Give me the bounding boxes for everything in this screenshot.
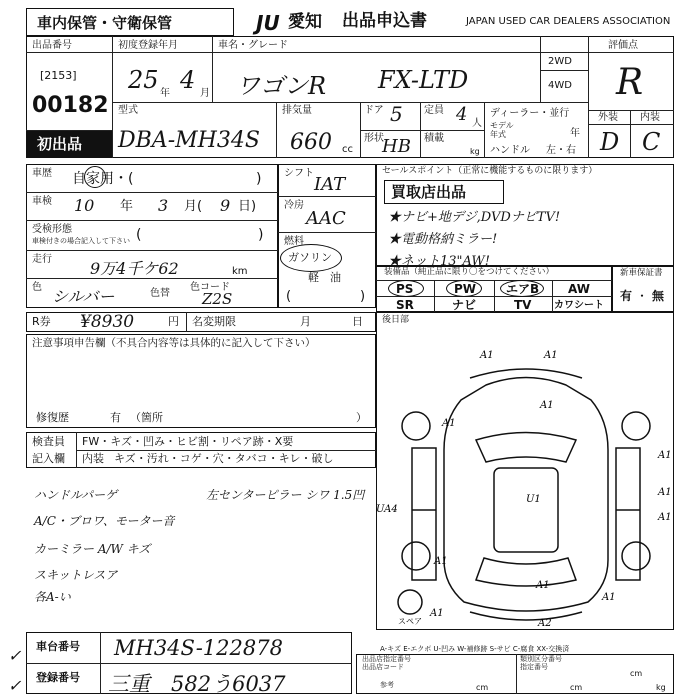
- ac-value: AAC: [306, 208, 346, 229]
- inspection-year-unit: 年: [120, 199, 134, 214]
- diagram-legend: A-キズ E-エクボ U-凹み W-補修跡 S-サビ C-腐食 XX-交換済: [380, 645, 570, 653]
- warranty-yes: 有: [620, 289, 633, 303]
- repair-close: ）: [356, 411, 367, 424]
- fuel-open: (: [286, 289, 292, 304]
- recycle-unit: 円: [168, 315, 179, 328]
- diagram-label-ua4: UA4: [376, 504, 398, 515]
- diagram-label-a1-rearright: A1: [602, 592, 616, 603]
- inspector-row-2: キズ・汚れ・コゲ・穴・タバコ・キレ・破し: [114, 452, 334, 465]
- spare-label: スペア: [398, 617, 422, 626]
- mileage-unit: km: [232, 266, 248, 277]
- inspector-row-1: FW・キズ・凹み・ヒビ割・リペア跡・X要: [82, 435, 294, 448]
- load-label: 積載: [424, 133, 444, 144]
- shift-value: IAT: [314, 174, 346, 195]
- usage-label: 車歴: [32, 168, 52, 179]
- grade-label: 評価点: [608, 40, 638, 51]
- interior-label: 内装: [640, 112, 660, 123]
- warranty-label: 新車保証書: [620, 268, 663, 278]
- lot-number: 00182: [32, 93, 109, 118]
- diagram-label-a1-right3: A1: [658, 512, 672, 523]
- diagram-label-a1-right2: A1: [658, 487, 672, 498]
- mileage-value: 9万4千ケ62: [90, 259, 179, 278]
- model-value: DBA-MH34S: [118, 128, 260, 153]
- bottom-label-c: 参考: [380, 681, 394, 689]
- usage-close: ): [256, 171, 262, 187]
- sales-point-line-3: ★ネット13"AW!: [388, 254, 490, 269]
- plate-value: 三重 582う6037: [108, 672, 286, 696]
- bottom-unit-cm-3: cm: [630, 669, 643, 678]
- displacement-label: 排気量: [282, 105, 312, 116]
- recycle-label: R券: [32, 315, 51, 328]
- car-grade: FX-LTD: [378, 66, 469, 94]
- wheel-front-left: [402, 412, 430, 440]
- logo-mark: JU: [256, 11, 280, 35]
- receive-form-note: 車検付きの場合記入して下さい: [32, 237, 130, 245]
- left-side: [412, 448, 436, 580]
- roof: [494, 468, 558, 552]
- capacity-label: 定員: [424, 105, 444, 116]
- drive-2wd: 2WD: [548, 56, 572, 67]
- ac-label: 冷房: [284, 200, 304, 211]
- model-year-unit: 年: [570, 128, 580, 139]
- diagram-label-a1-top: A1: [480, 350, 494, 361]
- fuel-label: 燃料: [284, 236, 304, 247]
- grade-value: R: [616, 62, 644, 103]
- inspector-note-4: スキットレスア: [34, 568, 118, 582]
- wheel-rear-right: [622, 542, 650, 570]
- back-label: 後日部: [382, 315, 410, 325]
- storage-tag: [26, 8, 234, 36]
- repair-history-label: 修復歴: [36, 411, 69, 424]
- check-mark-1: ✓: [8, 646, 22, 665]
- receive-form-close: ): [258, 227, 264, 243]
- displacement-unit: cc: [342, 144, 353, 155]
- inspector-label-2: 記入欄: [32, 452, 65, 465]
- registration-year-unit: 年: [160, 88, 170, 99]
- diagram-label-a1-rear: A1: [536, 580, 550, 591]
- interior-grade: C: [642, 128, 661, 156]
- diagram-label-u1-roof: U1: [526, 494, 541, 505]
- capacity-unit: 人: [472, 118, 482, 129]
- wheel-front-right: [622, 412, 650, 440]
- buyer-badge-text: 買取店出品: [391, 183, 467, 201]
- diagram-label-a1-left: A1: [442, 418, 456, 429]
- repair-history-value: 有: [110, 411, 121, 424]
- buyer-badge: [384, 180, 504, 204]
- handle-options: 左・右: [546, 145, 576, 156]
- spare-tire: [398, 590, 422, 614]
- color-tone-label: 色替: [150, 288, 170, 299]
- equip-airbag: エアB: [506, 282, 540, 296]
- warranty-no: 無: [652, 289, 665, 303]
- drive-4wd: 4WD: [548, 80, 572, 91]
- registration-year: 25: [128, 66, 159, 94]
- diagram-label-a1-bottomleft: A1: [430, 608, 444, 619]
- logo-text: 愛知: [288, 12, 322, 32]
- repair-place: （箇所: [130, 411, 163, 424]
- plate-label: 登録番号: [36, 671, 80, 684]
- sales-point-line-1: ★ナビ+地デジ,DVDナビTV!: [388, 210, 561, 225]
- usage-value: 自家用・(: [72, 171, 134, 187]
- bottom-unit-cm-1: cm: [476, 683, 489, 692]
- diagram-label-a1-right: A1: [658, 450, 672, 461]
- fuel-gasoline: ガソリン: [288, 251, 332, 264]
- registration-month: 4: [180, 66, 196, 94]
- shape-value: HB: [382, 136, 411, 157]
- deadline-label: 名変期限: [192, 315, 236, 328]
- front-bumper: [470, 369, 582, 378]
- inspector-note-center: 左センターピラー シワ 1.5凹: [206, 488, 365, 502]
- car-name: ワゴンR: [236, 72, 327, 100]
- deadline-month-unit: 月: [300, 315, 311, 328]
- chassis-label: 車台番号: [36, 640, 80, 653]
- color-code: Z2S: [202, 290, 233, 308]
- inspector-note-5: 各A-い: [34, 590, 71, 604]
- inspector-row-2-label: 内装: [82, 452, 104, 465]
- windshield: [476, 433, 576, 463]
- color-value: シルバー: [52, 287, 115, 306]
- bottom-unit-cm-2: cm: [570, 683, 583, 692]
- load-unit: kg: [470, 147, 480, 156]
- right-side: [616, 448, 640, 580]
- deadline-day-unit: 日: [352, 315, 363, 328]
- inspection-day-unit: 日): [238, 199, 257, 214]
- shape-label: 形状: [364, 133, 384, 144]
- assoc-name: JAPAN USED CAR DEALERS ASSOCIATION: [466, 16, 671, 27]
- receive-form-label: 受検形態: [32, 224, 72, 235]
- model-label: 型式: [118, 105, 138, 116]
- rear-bumper: [470, 612, 582, 620]
- equip-sr: SR: [396, 298, 414, 312]
- equip-tv: TV: [514, 298, 532, 312]
- chassis-value: MH34S-122878: [114, 636, 283, 660]
- registration-label: 初度登録年月: [118, 40, 178, 51]
- doors-value: 5: [390, 102, 403, 126]
- check-mark-2: ✓: [8, 676, 22, 695]
- inspection-month: 3: [158, 196, 169, 215]
- displacement-value: 660: [290, 130, 332, 155]
- color-label: 色: [32, 282, 42, 293]
- shift-label: シフト: [284, 168, 314, 179]
- color-code-label: 色コード: [190, 282, 230, 293]
- inspection-year: 10: [74, 196, 95, 215]
- warranty-sep: ・: [636, 289, 649, 303]
- rear-window: [476, 558, 576, 586]
- storage-tag-text: 車内保管・守衛保管: [37, 14, 173, 32]
- handle-label: ハンドル: [490, 145, 530, 156]
- dealer-label: ディーラー・並行: [490, 108, 570, 119]
- mileage-label: 走行: [32, 254, 52, 265]
- inspection-month-unit: 月(: [184, 199, 203, 214]
- equip-ps: PS: [396, 282, 414, 296]
- car-name-label: 車名・グレード: [218, 40, 288, 51]
- lot-sub-number: [2153]: [40, 69, 77, 82]
- equip-navi: ナビ: [452, 298, 477, 312]
- bottom-label-a: 出品店指定番号 出品店コード: [362, 655, 411, 671]
- model-year-label: モデル 年式: [490, 121, 514, 139]
- inspector-label-1: 検査員: [32, 435, 65, 448]
- bottom-label-b: 類別区分番号 指定番号: [520, 655, 562, 671]
- first-listing-badge: [27, 131, 112, 158]
- sales-point-line-2: ★電動格納ミラー!: [388, 232, 498, 247]
- notes-label: 注意事項申告欄（不具合内容等は具体的に記入して下さい）: [32, 337, 316, 349]
- inspector-note-3: カーミラー A/W キズ: [34, 542, 151, 556]
- inspector-note-2: A/C・ブロワ、モーター音: [34, 514, 175, 528]
- diagram-label-a1-top2: A1: [544, 350, 558, 361]
- exterior-grade: D: [600, 128, 620, 156]
- receive-form-open: (: [136, 227, 142, 243]
- bottom-unit-kg: kg: [656, 683, 666, 692]
- inspection-day: 9: [220, 196, 231, 215]
- inspection-label: 車検: [32, 196, 52, 207]
- doc-title: 出品申込書: [342, 11, 427, 31]
- recycle-value: ¥8930: [80, 312, 135, 332]
- equip-aw: AW: [568, 282, 590, 296]
- equipment-label: 装備品（純正品に限り〇をつけてください）: [384, 267, 555, 277]
- equip-seat: カワシート: [554, 300, 604, 311]
- exterior-label: 外装: [598, 112, 618, 123]
- capacity-value: 4: [456, 104, 468, 125]
- car-diagram: [376, 330, 674, 630]
- diagram-label-a2-bottom: A2: [538, 618, 552, 629]
- equip-pw: PW: [454, 282, 477, 296]
- diagram-label-a1-rearleft: A1: [434, 556, 448, 567]
- registration-month-unit: 月: [200, 88, 210, 99]
- wheel-rear-left: [402, 542, 430, 570]
- first-listing-text: 初出品: [37, 135, 83, 153]
- fuel-diesel: 軽 油: [308, 271, 341, 284]
- diagram-label-a1-roof: A1: [540, 400, 554, 411]
- fuel-close: ): [360, 289, 366, 304]
- doors-label: ドア: [364, 105, 384, 116]
- logo: [256, 10, 336, 36]
- sales-point-label: セールスポイント（正常に機能するものに限ります）: [382, 166, 598, 176]
- inspector-note-1: ハンドルパーゲ: [34, 488, 118, 502]
- lot-label: 出品番号: [32, 40, 72, 51]
